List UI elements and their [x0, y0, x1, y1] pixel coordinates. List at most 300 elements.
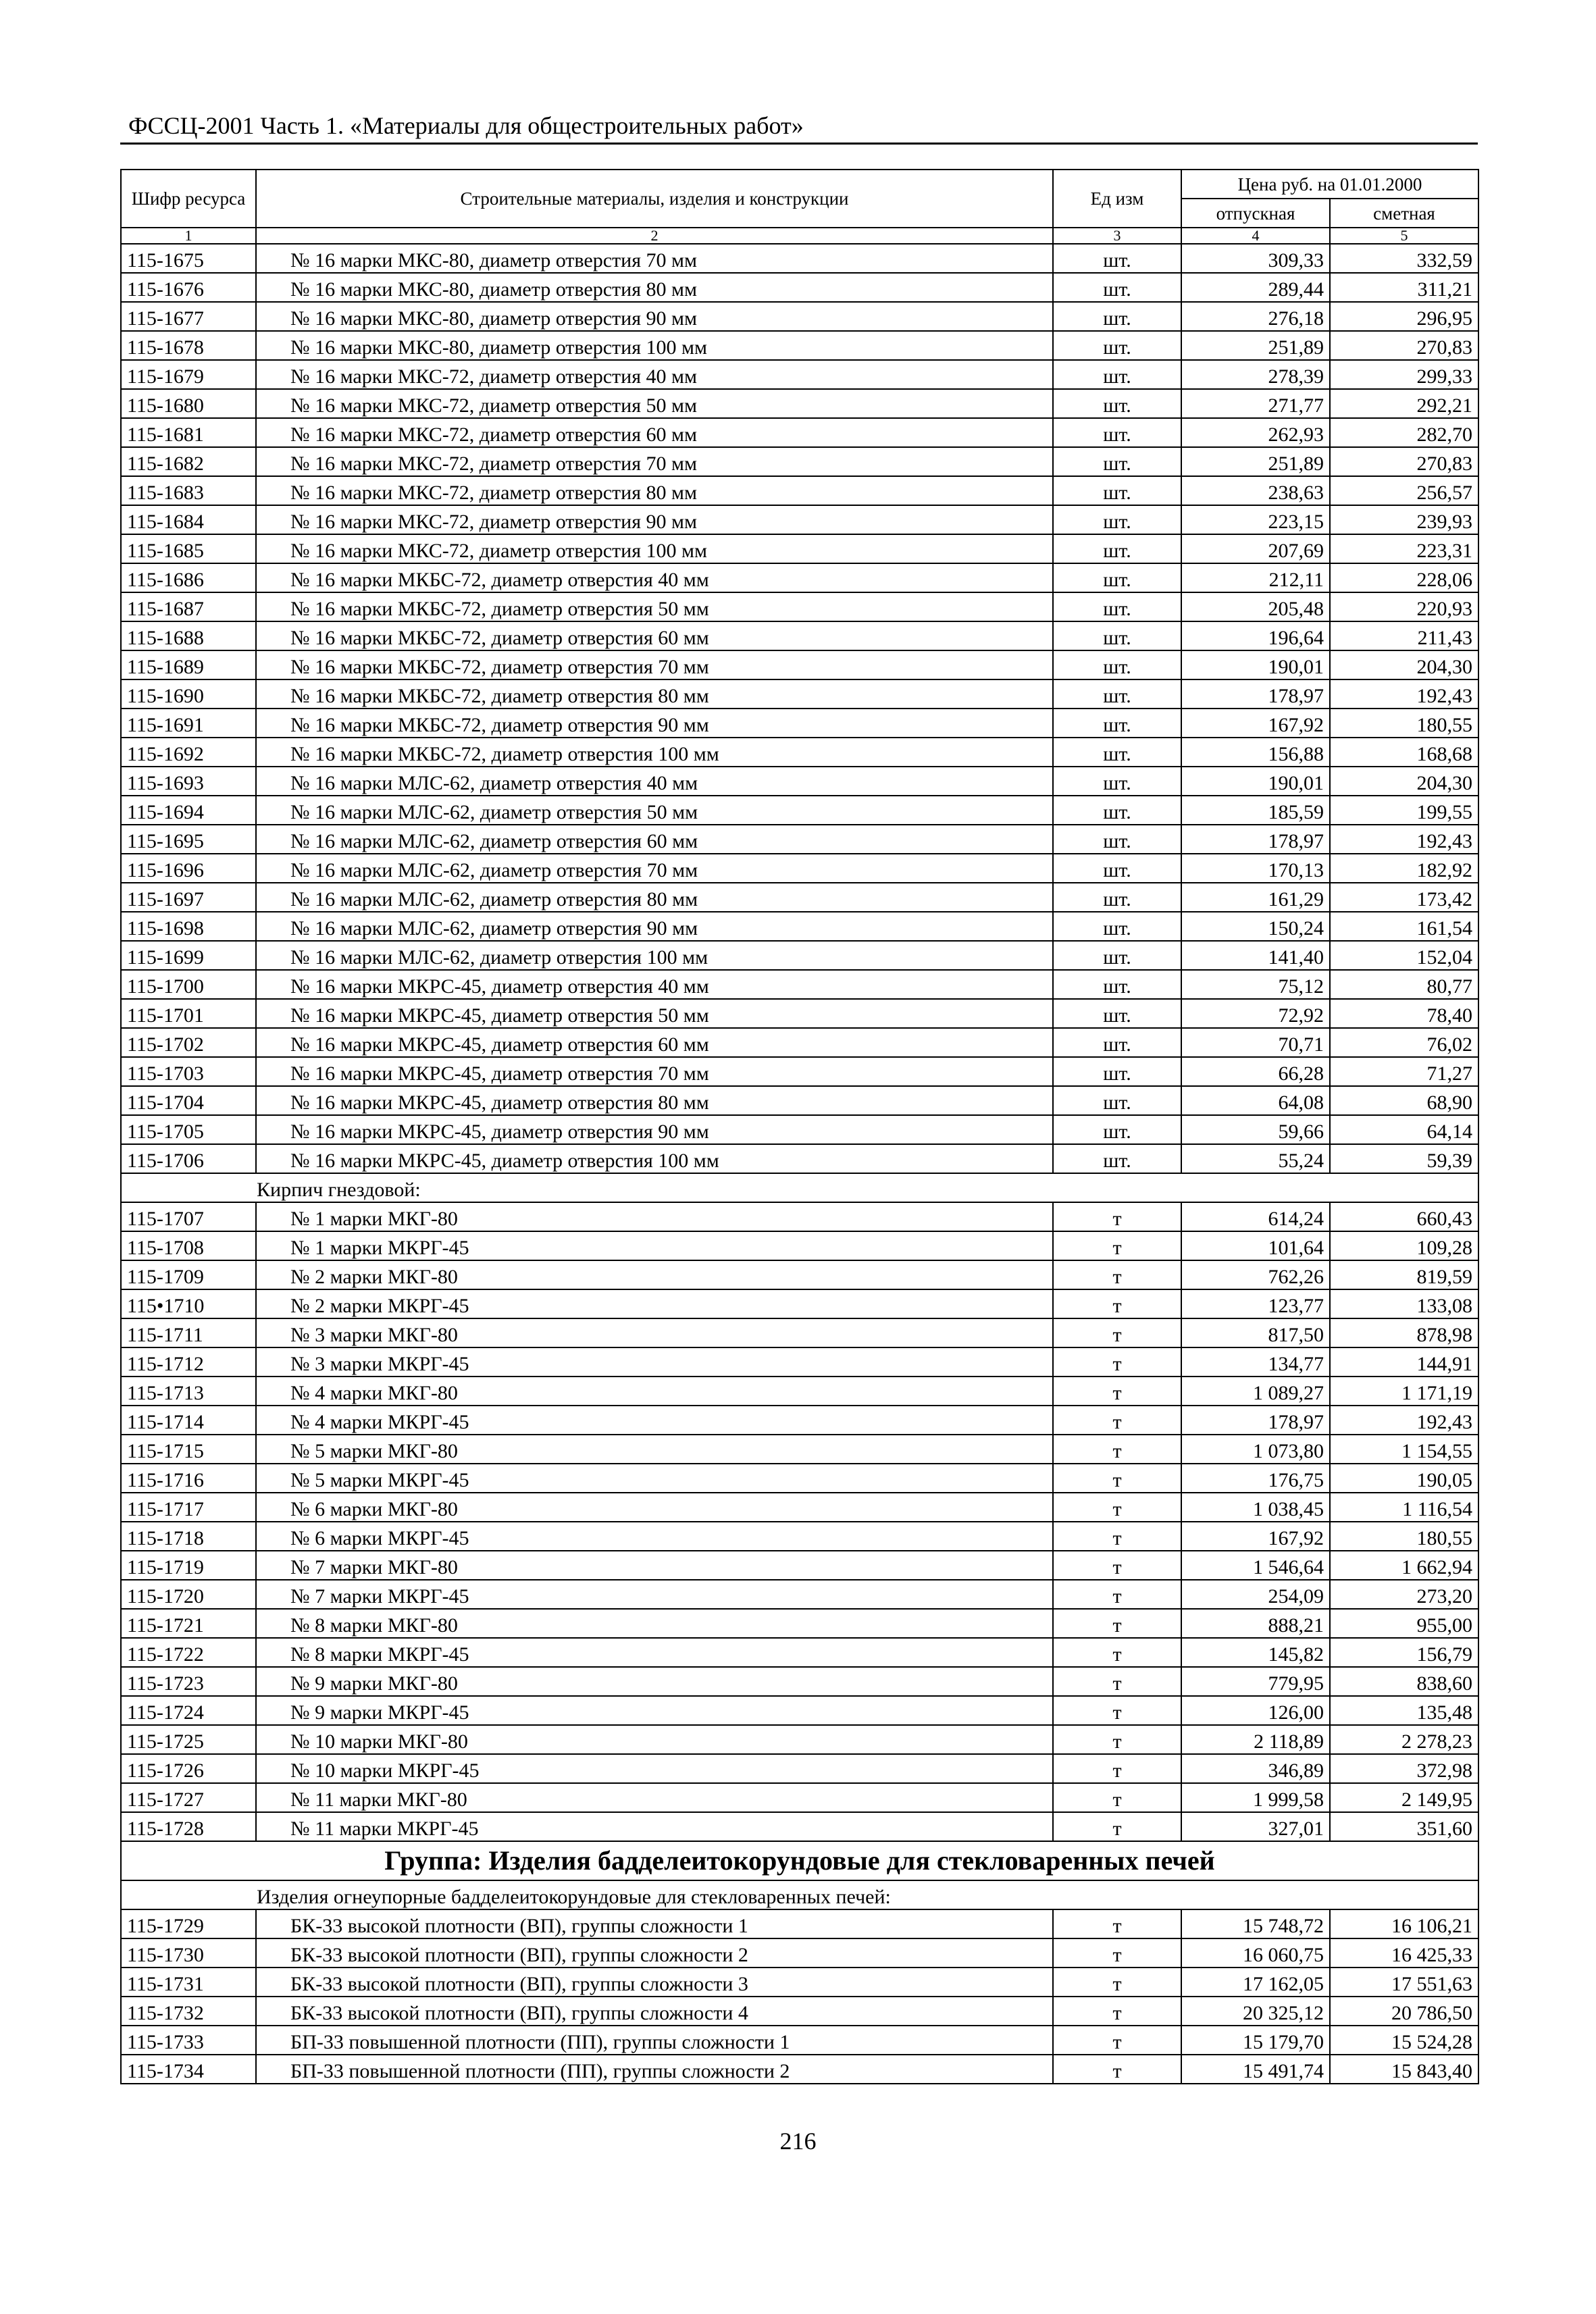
table-row — [121, 1938, 1478, 1968]
table-row — [121, 389, 1478, 418]
page-header: ФССЦ-2001 Часть 1. «Материалы для общестроительных работ» — [128, 112, 804, 139]
table-row — [121, 1968, 1478, 1997]
cell-name: № 16 марки МКРС-45, диаметр отверстия 70 мм — [256, 1057, 1053, 1086]
cell-name: № 16 марки МКС-80, диаметр отверстия 70 мм — [256, 244, 1053, 273]
cell-unit: т — [1053, 1435, 1181, 1464]
table-row — [121, 796, 1478, 825]
cell-unit: шт. — [1053, 941, 1181, 970]
cell-name: № 16 марки МЛС-62, диаметр отверстия 70 мм — [256, 854, 1053, 883]
cell-price-release: 238,63 — [1181, 476, 1330, 505]
cell-name: № 16 марки МКС-72, диаметр отверстия 70 мм — [256, 447, 1053, 476]
cell-code: 115-1704 — [121, 1086, 256, 1115]
cell-price-release: 1 089,27 — [1181, 1377, 1330, 1406]
table-row — [121, 854, 1478, 883]
table-row — [121, 331, 1478, 360]
cell-code: 115-1715 — [121, 1435, 256, 1464]
cell-unit: т — [1053, 2055, 1181, 2084]
cell-code: 115-1706 — [121, 1144, 256, 1173]
cell-name: № 7 марки МКГ-80 — [256, 1551, 1053, 1580]
cell-price-estimate: 192,43 — [1330, 679, 1478, 709]
col-number-2: 2 — [256, 228, 1053, 244]
cell-name: № 5 марки МКГ-80 — [256, 1435, 1053, 1464]
subheading-row — [121, 1880, 1478, 1909]
cell-unit: шт. — [1053, 854, 1181, 883]
cell-name: № 8 марки МКРГ-45 — [256, 1638, 1053, 1667]
cell-price-release: 15 491,74 — [1181, 2055, 1330, 2084]
cell-name: № 5 марки МКРГ-45 — [256, 1464, 1053, 1493]
cell-code: 115-1717 — [121, 1493, 256, 1522]
cell-unit: шт. — [1053, 331, 1181, 360]
cell-name: № 2 марки МКРГ-45 — [256, 1289, 1053, 1318]
cell-price-release: 254,09 — [1181, 1580, 1330, 1609]
cell-price-release: 16 060,75 — [1181, 1938, 1330, 1968]
cell-price-release: 327,01 — [1181, 1812, 1330, 1841]
cell-unit: шт. — [1053, 505, 1181, 534]
table-row — [121, 1667, 1478, 1696]
table-row — [121, 709, 1478, 738]
table-row — [121, 1057, 1478, 1086]
section-subheading: Изделия огнеупорные бадделеитокорундовые для стекловаренных печей: — [121, 1880, 1478, 1909]
cell-price-estimate: 296,95 — [1330, 302, 1478, 331]
cell-code: 115-1728 — [121, 1812, 256, 1841]
cell-price-release: 1 073,80 — [1181, 1435, 1330, 1464]
price-table — [120, 169, 1479, 2084]
table-row — [121, 447, 1478, 476]
table-row — [121, 1231, 1478, 1260]
cell-code: 115-1723 — [121, 1667, 256, 1696]
cell-price-release: 762,26 — [1181, 1260, 1330, 1289]
cell-name: БП-33 повышенной плотности (ПП), группы сложности 2 — [256, 2055, 1053, 2084]
cell-price-estimate: 819,59 — [1330, 1260, 1478, 1289]
cell-code: 115-1718 — [121, 1522, 256, 1551]
table-row — [121, 650, 1478, 679]
cell-price-release: 150,24 — [1181, 912, 1330, 941]
cell-price-estimate: 64,14 — [1330, 1115, 1478, 1144]
cell-price-release: 289,44 — [1181, 273, 1330, 302]
cell-code: 115-1729 — [121, 1909, 256, 1938]
cell-price-release: 276,18 — [1181, 302, 1330, 331]
header-price: Цена руб. на 01.01.2000 — [1181, 170, 1478, 199]
cell-price-estimate: 204,30 — [1330, 767, 1478, 796]
table-row — [121, 1260, 1478, 1289]
cell-price-estimate: 273,20 — [1330, 1580, 1478, 1609]
cell-price-release: 15 179,70 — [1181, 2026, 1330, 2055]
cell-name: № 16 марки МКРС-45, диаметр отверстия 100 мм — [256, 1144, 1053, 1173]
table-row — [121, 941, 1478, 970]
table-row — [121, 679, 1478, 709]
cell-name: № 7 марки МКРГ-45 — [256, 1580, 1053, 1609]
cell-name: № 1 марки МКРГ-45 — [256, 1231, 1053, 1260]
cell-unit: т — [1053, 1997, 1181, 2026]
cell-name: № 4 марки МКРГ-45 — [256, 1406, 1053, 1435]
cell-price-estimate: 152,04 — [1330, 941, 1478, 970]
cell-price-estimate: 173,42 — [1330, 883, 1478, 912]
cell-code: 115-1711 — [121, 1318, 256, 1347]
cell-code: 115-1705 — [121, 1115, 256, 1144]
table-row — [121, 505, 1478, 534]
table-row — [121, 592, 1478, 621]
table-row — [121, 1318, 1478, 1347]
cell-code: 115-1716 — [121, 1464, 256, 1493]
cell-unit: т — [1053, 1289, 1181, 1318]
cell-price-estimate: 168,68 — [1330, 738, 1478, 767]
table-row — [121, 273, 1478, 302]
cell-unit: шт. — [1053, 709, 1181, 738]
table-row — [121, 1115, 1478, 1144]
cell-price-release: 126,00 — [1181, 1696, 1330, 1725]
table-row — [121, 970, 1478, 999]
cell-name: № 11 марки МКГ-80 — [256, 1783, 1053, 1812]
cell-name: № 1 марки МКГ-80 — [256, 1202, 1053, 1231]
cell-price-estimate: 220,93 — [1330, 592, 1478, 621]
cell-name: № 2 марки МКГ-80 — [256, 1260, 1053, 1289]
cell-code: 115-1679 — [121, 360, 256, 389]
cell-price-release: 64,08 — [1181, 1086, 1330, 1115]
table-row — [121, 1783, 1478, 1812]
cell-price-estimate: 192,43 — [1330, 825, 1478, 854]
cell-code: 115-1708 — [121, 1231, 256, 1260]
cell-price-estimate: 109,28 — [1330, 1231, 1478, 1260]
cell-price-release: 72,92 — [1181, 999, 1330, 1028]
cell-unit: шт. — [1053, 970, 1181, 999]
cell-unit: шт. — [1053, 418, 1181, 447]
table-row — [121, 912, 1478, 941]
cell-code: 115-1691 — [121, 709, 256, 738]
cell-price-estimate: 211,43 — [1330, 621, 1478, 650]
cell-name: № 16 марки МКС-72, диаметр отверстия 40 мм — [256, 360, 1053, 389]
cell-unit: т — [1053, 1551, 1181, 1580]
table-row — [121, 1580, 1478, 1609]
cell-price-release: 178,97 — [1181, 1406, 1330, 1435]
table-row — [121, 1347, 1478, 1377]
cell-name: № 16 марки МЛС-62, диаметр отверстия 60 мм — [256, 825, 1053, 854]
cell-name: № 9 марки МКГ-80 — [256, 1667, 1053, 1696]
cell-name: № 3 марки МКГ-80 — [256, 1318, 1053, 1347]
cell-unit: шт. — [1053, 476, 1181, 505]
group-heading-row — [121, 1841, 1478, 1880]
cell-code: 115-1698 — [121, 912, 256, 941]
table-row — [121, 360, 1478, 389]
cell-price-estimate: 372,98 — [1330, 1754, 1478, 1783]
cell-unit: т — [1053, 1909, 1181, 1938]
cell-name: № 16 марки МКРС-45, диаметр отверстия 50 мм — [256, 999, 1053, 1028]
cell-unit: т — [1053, 1493, 1181, 1522]
cell-price-estimate: 190,05 — [1330, 1464, 1478, 1493]
cell-code: 115-1692 — [121, 738, 256, 767]
cell-price-estimate: 180,55 — [1330, 709, 1478, 738]
cell-code: 115-1701 — [121, 999, 256, 1028]
cell-price-estimate: 311,21 — [1330, 273, 1478, 302]
cell-code: 115-1714 — [121, 1406, 256, 1435]
cell-price-estimate: 15 843,40 — [1330, 2055, 1478, 2084]
table-row — [121, 1406, 1478, 1435]
cell-price-release: 176,75 — [1181, 1464, 1330, 1493]
cell-unit: шт. — [1053, 244, 1181, 273]
cell-unit: шт. — [1053, 825, 1181, 854]
cell-unit: шт. — [1053, 1028, 1181, 1057]
cell-unit: т — [1053, 1725, 1181, 1754]
cell-price-estimate: 192,43 — [1330, 1406, 1478, 1435]
cell-price-estimate: 199,55 — [1330, 796, 1478, 825]
cell-name: № 10 марки МКГ-80 — [256, 1725, 1053, 1754]
table-row — [121, 2026, 1478, 2055]
table-row — [121, 999, 1478, 1028]
cell-price-estimate: 1 116,54 — [1330, 1493, 1478, 1522]
cell-price-estimate: 256,57 — [1330, 476, 1478, 505]
cell-price-release: 145,82 — [1181, 1638, 1330, 1667]
cell-unit: т — [1053, 1202, 1181, 1231]
cell-code: 115-1699 — [121, 941, 256, 970]
cell-price-estimate: 239,93 — [1330, 505, 1478, 534]
cell-name: № 16 марки МКБС-72, диаметр отверстия 40 мм — [256, 563, 1053, 592]
table-row — [121, 534, 1478, 563]
col-number-4: 4 — [1181, 228, 1330, 244]
cell-name: БК-33 высокой плотности (ВП), группы сложности 4 — [256, 1997, 1053, 2026]
cell-price-estimate: 17 551,63 — [1330, 1968, 1478, 1997]
cell-price-release: 262,93 — [1181, 418, 1330, 447]
cell-unit: шт. — [1053, 1057, 1181, 1086]
cell-price-release: 309,33 — [1181, 244, 1330, 273]
table-row — [121, 1754, 1478, 1783]
cell-name: № 3 марки МКРГ-45 — [256, 1347, 1053, 1377]
cell-code: 115-1682 — [121, 447, 256, 476]
cell-unit: т — [1053, 1968, 1181, 1997]
cell-name: № 16 марки МКБС-72, диаметр отверстия 90 мм — [256, 709, 1053, 738]
cell-unit: т — [1053, 1406, 1181, 1435]
cell-name: № 16 марки МЛС-62, диаметр отверстия 50 мм — [256, 796, 1053, 825]
cell-price-release: 170,13 — [1181, 854, 1330, 883]
cell-price-estimate: 20 786,50 — [1330, 1997, 1478, 2026]
cell-name: БК-33 высокой плотности (ВП), группы сложности 3 — [256, 1968, 1053, 1997]
cell-price-estimate: 878,98 — [1330, 1318, 1478, 1347]
table-row — [121, 302, 1478, 331]
cell-price-estimate: 133,08 — [1330, 1289, 1478, 1318]
cell-unit: т — [1053, 1318, 1181, 1347]
cell-code: 115-1686 — [121, 563, 256, 592]
table-row — [121, 883, 1478, 912]
cell-price-release: 614,24 — [1181, 1202, 1330, 1231]
cell-name: № 9 марки МКРГ-45 — [256, 1696, 1053, 1725]
cell-price-estimate: 135,48 — [1330, 1696, 1478, 1725]
table-row — [121, 1609, 1478, 1638]
cell-price-estimate: 180,55 — [1330, 1522, 1478, 1551]
table-row — [121, 1638, 1478, 1667]
cell-name: № 16 марки МКРС-45, диаметр отверстия 90 мм — [256, 1115, 1053, 1144]
cell-price-release: 196,64 — [1181, 621, 1330, 650]
cell-name: № 16 марки МЛС-62, диаметр отверстия 80 мм — [256, 883, 1053, 912]
cell-name: № 16 марки МКБС-72, диаметр отверстия 60 мм — [256, 621, 1053, 650]
cell-code: 115-1684 — [121, 505, 256, 534]
cell-unit: шт. — [1053, 650, 1181, 679]
cell-price-estimate: 228,06 — [1330, 563, 1478, 592]
cell-price-release: 134,77 — [1181, 1347, 1330, 1377]
cell-name: № 16 марки МЛС-62, диаметр отверстия 40 мм — [256, 767, 1053, 796]
cell-code: 115-1694 — [121, 796, 256, 825]
cell-price-release: 161,29 — [1181, 883, 1330, 912]
subheading-row — [121, 1173, 1478, 1202]
cell-name: БК-33 высокой плотности (ВП), группы сложности 1 — [256, 1909, 1053, 1938]
cell-price-estimate: 15 524,28 — [1330, 2026, 1478, 2055]
cell-unit: шт. — [1053, 534, 1181, 563]
cell-code: 115-1719 — [121, 1551, 256, 1580]
col-number-5: 5 — [1330, 228, 1478, 244]
cell-price-estimate: 955,00 — [1330, 1609, 1478, 1638]
table-row — [121, 825, 1478, 854]
cell-price-estimate: 144,91 — [1330, 1347, 1478, 1377]
cell-price-estimate: 332,59 — [1330, 244, 1478, 273]
cell-code: 115-1713 — [121, 1377, 256, 1406]
cell-price-estimate: 838,60 — [1330, 1667, 1478, 1696]
cell-price-release: 167,92 — [1181, 1522, 1330, 1551]
cell-unit: т — [1053, 1638, 1181, 1667]
cell-unit: шт. — [1053, 302, 1181, 331]
cell-code: 115-1731 — [121, 1968, 256, 1997]
cell-price-estimate: 292,21 — [1330, 389, 1478, 418]
cell-code: 115-1683 — [121, 476, 256, 505]
cell-name: № 16 марки МКС-72, диаметр отверстия 100 мм — [256, 534, 1053, 563]
cell-price-release: 59,66 — [1181, 1115, 1330, 1144]
cell-price-estimate: 156,79 — [1330, 1638, 1478, 1667]
table-row — [121, 1144, 1478, 1173]
cell-unit: шт. — [1053, 563, 1181, 592]
cell-code: 115-1727 — [121, 1783, 256, 1812]
cell-price-release: 75,12 — [1181, 970, 1330, 999]
cell-price-estimate: 204,30 — [1330, 650, 1478, 679]
cell-name: № 16 марки МКС-72, диаметр отверстия 60 мм — [256, 418, 1053, 447]
cell-code: 115-1722 — [121, 1638, 256, 1667]
cell-price-release: 141,40 — [1181, 941, 1330, 970]
cell-price-release: 167,92 — [1181, 709, 1330, 738]
cell-code: 115-1734 — [121, 2055, 256, 2084]
cell-price-estimate: 59,39 — [1330, 1144, 1478, 1173]
cell-unit: шт. — [1053, 1115, 1181, 1144]
cell-code: 115-1693 — [121, 767, 256, 796]
cell-name: № 16 марки МКС-80, диаметр отверстия 80 мм — [256, 273, 1053, 302]
cell-code: 115-1680 — [121, 389, 256, 418]
cell-code: 115-1685 — [121, 534, 256, 563]
cell-unit: т — [1053, 1938, 1181, 1968]
cell-name: № 16 марки МКС-80, диаметр отверстия 100 мм — [256, 331, 1053, 360]
table-row — [121, 1522, 1478, 1551]
cell-name: БП-33 повышенной плотности (ПП), группы сложности 1 — [256, 2026, 1053, 2055]
cell-code: 115-1678 — [121, 331, 256, 360]
table-row — [121, 1812, 1478, 1841]
cell-name: № 16 марки МКС-80, диаметр отверстия 90 мм — [256, 302, 1053, 331]
cell-code: 115-1690 — [121, 679, 256, 709]
cell-unit: т — [1053, 1754, 1181, 1783]
cell-code: 115-1732 — [121, 1997, 256, 2026]
table-row — [121, 1551, 1478, 1580]
cell-unit: т — [1053, 1522, 1181, 1551]
cell-unit: т — [1053, 1580, 1181, 1609]
header-rule — [120, 143, 1478, 145]
cell-price-release: 271,77 — [1181, 389, 1330, 418]
table-body — [121, 244, 1478, 2084]
table-row — [121, 1435, 1478, 1464]
cell-unit: шт. — [1053, 621, 1181, 650]
group-heading: Группа: Изделия бадделеитокорундовые для стекловаренных печей — [121, 1841, 1478, 1880]
table-row — [121, 621, 1478, 650]
header-price-release: отпускная — [1181, 199, 1330, 228]
cell-unit: шт. — [1053, 883, 1181, 912]
cell-name: № 16 марки МЛС-62, диаметр отверстия 90 мм — [256, 912, 1053, 941]
cell-name: № 8 марки МКГ-80 — [256, 1609, 1053, 1638]
cell-price-release: 190,01 — [1181, 650, 1330, 679]
cell-price-release: 185,59 — [1181, 796, 1330, 825]
cell-price-estimate: 16 106,21 — [1330, 1909, 1478, 1938]
cell-price-estimate: 71,27 — [1330, 1057, 1478, 1086]
cell-price-estimate: 78,40 — [1330, 999, 1478, 1028]
cell-code: 115-1676 — [121, 273, 256, 302]
cell-price-release: 251,89 — [1181, 447, 1330, 476]
col-number-1: 1 — [121, 228, 256, 244]
cell-price-estimate: 2 149,95 — [1330, 1783, 1478, 1812]
cell-unit: шт. — [1053, 738, 1181, 767]
cell-unit: шт. — [1053, 592, 1181, 621]
cell-unit: шт. — [1053, 912, 1181, 941]
header-unit: Ед изм — [1053, 170, 1181, 228]
cell-unit: т — [1053, 1377, 1181, 1406]
cell-price-release: 156,88 — [1181, 738, 1330, 767]
header-code: Шифр ресурса — [121, 170, 256, 228]
cell-price-release: 70,71 — [1181, 1028, 1330, 1057]
cell-name: № 16 марки МЛС-62, диаметр отверстия 100 мм — [256, 941, 1053, 970]
cell-price-release: 123,77 — [1181, 1289, 1330, 1318]
cell-price-estimate: 2 278,23 — [1330, 1725, 1478, 1754]
cell-price-release: 207,69 — [1181, 534, 1330, 563]
table-row — [121, 1086, 1478, 1115]
cell-price-release: 17 162,05 — [1181, 1968, 1330, 1997]
page-number: 216 — [779, 2128, 817, 2155]
table-row — [121, 1464, 1478, 1493]
cell-code: 115-1720 — [121, 1580, 256, 1609]
cell-code: 115•1710 — [121, 1289, 256, 1318]
table-row — [121, 418, 1478, 447]
table-row — [121, 563, 1478, 592]
cell-name: № 10 марки МКРГ-45 — [256, 1754, 1053, 1783]
cell-price-estimate: 299,33 — [1330, 360, 1478, 389]
cell-price-release: 1 038,45 — [1181, 1493, 1330, 1522]
cell-code: 115-1688 — [121, 621, 256, 650]
cell-price-estimate: 182,92 — [1330, 854, 1478, 883]
cell-price-release: 212,11 — [1181, 563, 1330, 592]
cell-name: № 16 марки МКБС-72, диаметр отверстия 50 мм — [256, 592, 1053, 621]
cell-code: 115-1712 — [121, 1347, 256, 1377]
table-row — [121, 1696, 1478, 1725]
cell-price-estimate: 282,70 — [1330, 418, 1478, 447]
cell-price-estimate: 161,54 — [1330, 912, 1478, 941]
cell-price-estimate: 660,43 — [1330, 1202, 1478, 1231]
cell-price-release: 2 118,89 — [1181, 1725, 1330, 1754]
cell-unit: шт. — [1053, 1144, 1181, 1173]
cell-unit: т — [1053, 1667, 1181, 1696]
cell-name: № 16 марки МКБС-72, диаметр отверстия 100 мм — [256, 738, 1053, 767]
header-price-estimate: сметная — [1330, 199, 1478, 228]
cell-name: № 6 марки МКГ-80 — [256, 1493, 1053, 1522]
table-row — [121, 1289, 1478, 1318]
cell-code: 115-1733 — [121, 2026, 256, 2055]
cell-name: № 11 марки МКРГ-45 — [256, 1812, 1053, 1841]
cell-unit: шт. — [1053, 389, 1181, 418]
cell-code: 115-1689 — [121, 650, 256, 679]
cell-code: 115-1675 — [121, 244, 256, 273]
table-row — [121, 1997, 1478, 2026]
cell-code: 115-1695 — [121, 825, 256, 854]
cell-unit: шт. — [1053, 999, 1181, 1028]
cell-price-release: 1 999,58 — [1181, 1783, 1330, 1812]
cell-price-release: 55,24 — [1181, 1144, 1330, 1173]
cell-price-release: 1 546,64 — [1181, 1551, 1330, 1580]
